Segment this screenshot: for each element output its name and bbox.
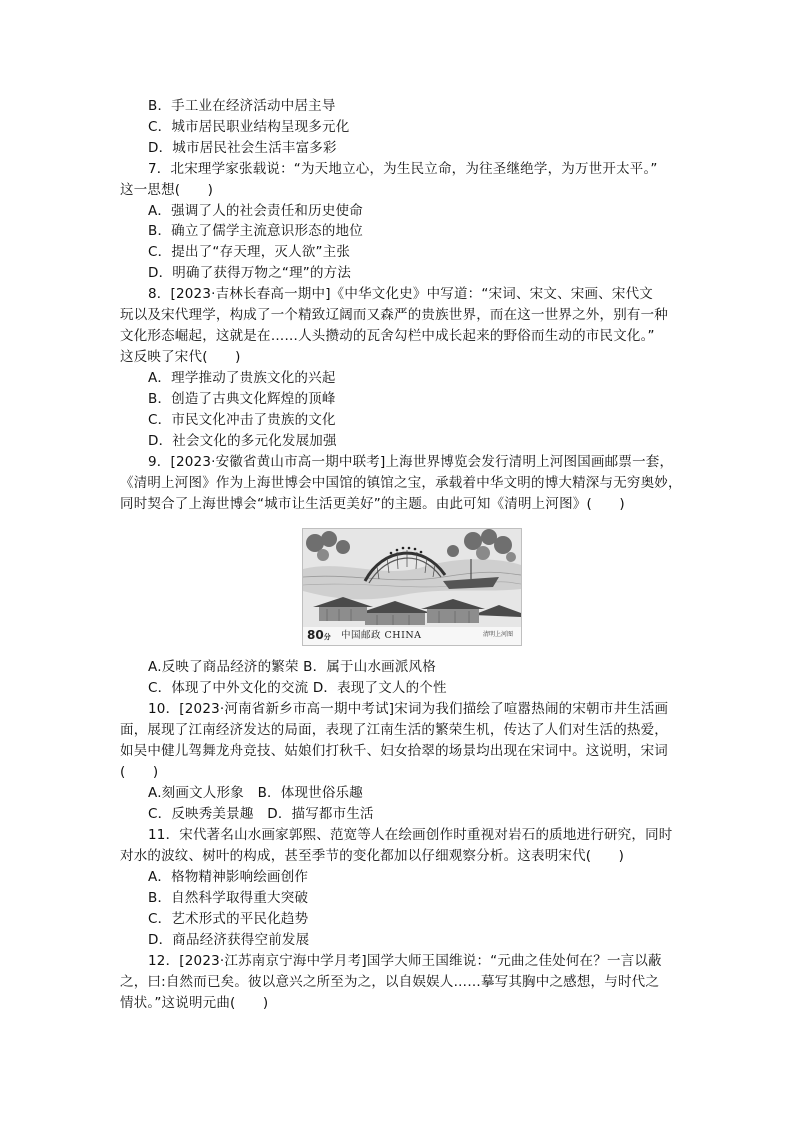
q8-stem-cont: 玩以及宋代理学，构成了一个精致辽阔而又森严的贵族世界，而在这一世界之外，别有一种 <box>120 307 668 323</box>
q6-option-c: C．城市居民职业结构呈现多元化 <box>148 119 350 135</box>
q7-option-c: C．提出了“存天理，灭人欲”主张 <box>148 244 351 260</box>
q6-option-d: D．城市居民社会生活丰富多彩 <box>148 140 337 156</box>
q10-stem-cont: 如吴中健儿驾舞龙舟竞技、姑娘们打秋千、妇女拾翠的场景均出现在宋词中。这说明，宋词 <box>120 743 668 759</box>
q9-stem-cont: 同时契合了上海世博会“城市让生活更美好”的主题。由此可知《清明上河图》( ) <box>120 496 625 512</box>
q11-stem-cont: 对水的波纹、树叶的构成，甚至季节的变化都加以仔细观察分析。这表明宋代( ) <box>120 848 625 864</box>
q8-option-c: C．市民文化冲击了贵族的文化 <box>148 412 336 428</box>
q8-option-d: D．社会文化的多元化发展加强 <box>148 433 337 449</box>
q10-stem-cont: 面，展现了江南经济发达的局面，表现了江南生活的繁荣生机，传达了人们对生活的热爱， <box>120 722 668 738</box>
q6-option-b: B．手工业在经济活动中居主导 <box>148 98 336 114</box>
q8-option-b: B．创造了古典文化辉煌的顶峰 <box>148 391 336 407</box>
q9-stem-cont: 《清明上河图》作为上海世博会中国馆的镇馆之宝，承载着中华文明的博大精深与无穷奥妙， <box>120 475 682 491</box>
q9-options-ab: A.反映了商品经济的繁荣 B．属于山水画派风格 <box>148 659 436 675</box>
q7-option-b: B．确立了儒学主流意识形态的地位 <box>148 223 363 239</box>
q11-option-b: B．自然科学取得重大突破 <box>148 890 309 906</box>
q8-stem: 8．[2023·吉林长春高一期中]《中华文化史》中写道：“宋词、宋文、宋画、宋代文 <box>148 286 653 302</box>
stamp-country-label: 中国邮政 CHINA <box>341 630 422 641</box>
q7-stem: 7．北宋理学家张载说：“为天地立心，为生民立命，为往圣继绝学，为万世开太平。” <box>148 161 658 177</box>
q10-stem-cont: ( ) <box>120 764 159 780</box>
q10-stem: 10．[2023·河南省新乡市高一期中考试]宋词为我们描绘了喧嚣热闹的宋朝市井生活画 <box>148 701 669 717</box>
qingming-stamp-image <box>302 528 522 646</box>
q12-stem: 12．[2023·江苏南京宁海中学月考]国学大师王国维说：“元曲之佳处何在？一言以蔽 <box>148 953 662 969</box>
q7-option-d: D．明确了获得万物之“理”的方法 <box>148 265 352 281</box>
q10-options-cd: C．反映秀美景趣 D．描写都市生活 <box>148 806 374 822</box>
q12-stem-cont: 情状。”这说明元曲( ) <box>120 995 269 1011</box>
q7-stem-cont: 这一思想( ) <box>120 182 214 198</box>
q10-options-ab: A.刻画文人形象 B．体现世俗乐趣 <box>148 785 363 801</box>
q11-option-d: D．商品经济获得空前发展 <box>148 932 310 948</box>
stamp-face-value: 80分 <box>307 628 331 642</box>
stamp-title-label: 清明上河图 <box>482 631 513 638</box>
q8-option-a: A．理学推动了贵族文化的兴起 <box>148 370 336 386</box>
q8-stem-cont: 文化形态崛起，这就是在……人头攒动的瓦舍勾栏中成长起来的野俗而生动的市民文化。” <box>120 328 655 344</box>
q11-option-a: A．格物精神影响绘画创作 <box>148 869 309 885</box>
q11-option-c: C．艺术形式的平民化趋势 <box>148 911 309 927</box>
q9-stem: 9．[2023·安徽省黄山市高一期中联考]上海世界博览会发行清明上河图国画邮票一套， <box>148 454 674 470</box>
q7-option-a: A．强调了人的社会责任和历史使命 <box>148 203 363 219</box>
q9-options-cd: C．体现了中外文化的交流 D．表现了文人的个性 <box>148 680 447 696</box>
q8-stem-cont: 这反映了宋代( ) <box>120 349 241 365</box>
q12-stem-cont: 之，曰:自然而已矣。彼以意兴之所至为之，以自娱娱人……摹写其胸中之感想，与时代之 <box>120 974 660 990</box>
q11-stem: 11．宋代著名山水画家郭熙、范宽等人在绘画创作时重视对岩石的质地进行研究，同时 <box>148 827 673 843</box>
